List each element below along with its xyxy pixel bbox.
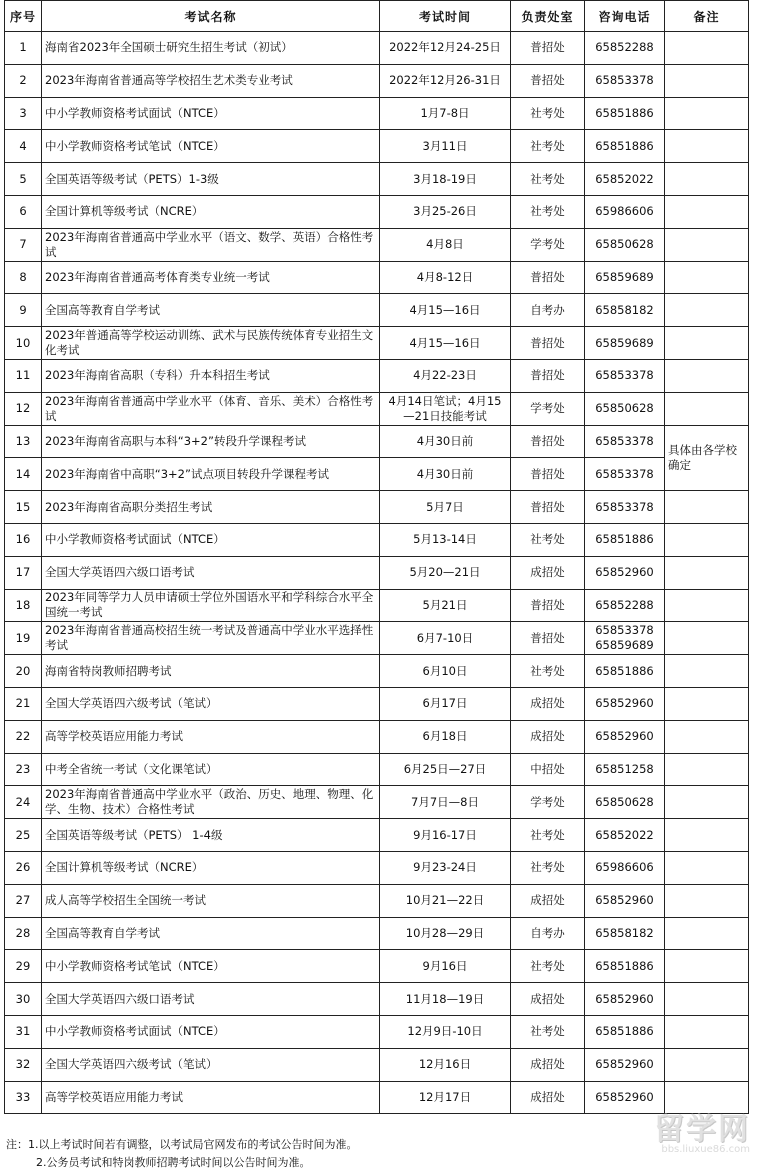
cell-no: 14 bbox=[5, 458, 42, 491]
header-row bbox=[5, 1, 749, 32]
cell-no: 25 bbox=[5, 819, 42, 852]
cell-note: 具体由各学校确定 bbox=[665, 425, 749, 491]
cell-exam-name: 2023年海南省普通高考体育类专业统一考试 bbox=[42, 261, 380, 294]
cell-exam-time: 4月8日 bbox=[380, 228, 511, 261]
cell-exam-name: 2023年海南省普通高中学业水平（语文、数学、英语）合格性考试 bbox=[42, 228, 380, 261]
cell-exam-name: 全国大学英语四六级考试（笔试） bbox=[42, 687, 380, 720]
cell-office: 社考处 bbox=[511, 655, 585, 688]
cell-exam-name: 2023年同等学力人员申请硕士学位外国语水平和学科综合水平全国统一考试 bbox=[42, 589, 380, 622]
cell-phone: 65858182 bbox=[585, 294, 665, 327]
cell-phone: 65853378 bbox=[585, 359, 665, 392]
header-time: 考试时间 bbox=[380, 1, 511, 32]
cell-no: 30 bbox=[5, 983, 42, 1016]
cell-phone: 65851886 bbox=[585, 950, 665, 983]
cell-no: 3 bbox=[5, 97, 42, 130]
header-office: 负责处室 bbox=[511, 1, 585, 32]
cell-phone: 65852960 bbox=[585, 1048, 665, 1081]
cell-phone: 65851886 bbox=[585, 130, 665, 163]
cell-exam-time: 9月16日 bbox=[380, 950, 511, 983]
cell-office: 中招处 bbox=[511, 753, 585, 786]
cell-exam-name: 2023年海南省普通高中学业水平（政治、历史、地理、物理、化学、生物、技术）合格性考试 bbox=[42, 786, 380, 819]
cell-no: 33 bbox=[5, 1081, 42, 1114]
cell-exam-name: 全国计算机等级考试（NCRE） bbox=[42, 851, 380, 884]
table-row bbox=[5, 753, 749, 786]
table-row bbox=[5, 261, 749, 294]
table-row bbox=[5, 917, 749, 950]
cell-office: 成招处 bbox=[511, 1081, 585, 1114]
cell-note bbox=[665, 1081, 749, 1114]
cell-exam-name: 中小学教师资格考试面试（NTCE） bbox=[42, 1015, 380, 1048]
cell-note bbox=[665, 294, 749, 327]
cell-note bbox=[665, 655, 749, 688]
cell-exam-time: 4月30日前 bbox=[380, 425, 511, 458]
cell-exam-time: 4月15—16日 bbox=[380, 327, 511, 360]
table-row bbox=[5, 1048, 749, 1081]
cell-phone: 65852960 bbox=[585, 1081, 665, 1114]
cell-note bbox=[665, 589, 749, 622]
footnote-1: 注：1.以上考试时间若有调整，以考试局官网发布的考试公告时间为准。 bbox=[6, 1138, 358, 1151]
cell-note bbox=[665, 851, 749, 884]
cell-exam-name: 海南省特岗教师招聘考试 bbox=[42, 655, 380, 688]
cell-office: 自考办 bbox=[511, 294, 585, 327]
table-row bbox=[5, 622, 749, 655]
cell-exam-time: 12月17日 bbox=[380, 1081, 511, 1114]
cell-office: 成招处 bbox=[511, 556, 585, 589]
cell-exam-name: 高等学校英语应用能力考试 bbox=[42, 1081, 380, 1114]
cell-phone: 65852960 bbox=[585, 687, 665, 720]
cell-office: 普招处 bbox=[511, 327, 585, 360]
cell-exam-time: 5月7日 bbox=[380, 491, 511, 524]
cell-phone: 65852960 bbox=[585, 556, 665, 589]
cell-no: 18 bbox=[5, 589, 42, 622]
cell-no: 29 bbox=[5, 950, 42, 983]
cell-exam-time: 12月9日-10日 bbox=[380, 1015, 511, 1048]
cell-no: 15 bbox=[5, 491, 42, 524]
cell-exam-name: 全国大学英语四六级考试（笔试） bbox=[42, 1048, 380, 1081]
cell-office: 成招处 bbox=[511, 687, 585, 720]
cell-note bbox=[665, 327, 749, 360]
cell-no: 8 bbox=[5, 261, 42, 294]
cell-exam-time: 5月21日 bbox=[380, 589, 511, 622]
cell-note bbox=[665, 32, 749, 65]
table-row bbox=[5, 491, 749, 524]
cell-phone: 65850628 bbox=[585, 392, 665, 425]
cell-exam-time: 10月21—22日 bbox=[380, 884, 511, 917]
cell-office: 成招处 bbox=[511, 983, 585, 1016]
cell-no: 20 bbox=[5, 655, 42, 688]
table-row bbox=[5, 228, 749, 261]
cell-phone: 65851886 bbox=[585, 523, 665, 556]
table-row bbox=[5, 32, 749, 65]
header-no: 序号 bbox=[5, 1, 42, 32]
cell-phone: 65859689 bbox=[585, 327, 665, 360]
cell-no: 21 bbox=[5, 687, 42, 720]
cell-exam-time: 2022年12月26-31日 bbox=[380, 64, 511, 97]
table-row bbox=[5, 458, 749, 491]
cell-no: 26 bbox=[5, 851, 42, 884]
table-row bbox=[5, 130, 749, 163]
cell-phone: 65853378 bbox=[585, 491, 665, 524]
cell-office: 普招处 bbox=[511, 491, 585, 524]
table-row bbox=[5, 294, 749, 327]
cell-no: 13 bbox=[5, 425, 42, 458]
cell-exam-time: 6月25日—27日 bbox=[380, 753, 511, 786]
cell-exam-time: 2022年12月24-25日 bbox=[380, 32, 511, 65]
cell-note bbox=[665, 523, 749, 556]
cell-note bbox=[665, 1048, 749, 1081]
cell-exam-name: 成人高等学校招生全国统一考试 bbox=[42, 884, 380, 917]
cell-exam-name: 全国高等教育自学考试 bbox=[42, 917, 380, 950]
cell-no: 4 bbox=[5, 130, 42, 163]
table-row bbox=[5, 425, 749, 458]
cell-exam-time: 3月11日 bbox=[380, 130, 511, 163]
cell-exam-name: 全国大学英语四六级口语考试 bbox=[42, 983, 380, 1016]
cell-exam-name: 海南省2023年全国硕士研究生招生考试（初试） bbox=[42, 32, 380, 65]
cell-office: 社考处 bbox=[511, 163, 585, 196]
cell-phone: 65851258 bbox=[585, 753, 665, 786]
cell-exam-time: 5月13-14日 bbox=[380, 523, 511, 556]
cell-office: 普招处 bbox=[511, 32, 585, 65]
cell-exam-time: 4月30日前 bbox=[380, 458, 511, 491]
cell-office: 社考处 bbox=[511, 1015, 585, 1048]
table-row bbox=[5, 195, 749, 228]
cell-no: 1 bbox=[5, 32, 42, 65]
table-row bbox=[5, 950, 749, 983]
cell-office: 成招处 bbox=[511, 1048, 585, 1081]
cell-phone: 65853378 65859689 bbox=[585, 622, 665, 655]
cell-no: 7 bbox=[5, 228, 42, 261]
cell-no: 28 bbox=[5, 917, 42, 950]
cell-exam-time: 7月7日—8日 bbox=[380, 786, 511, 819]
cell-note bbox=[665, 622, 749, 655]
cell-office: 普招处 bbox=[511, 64, 585, 97]
table-row bbox=[5, 1081, 749, 1114]
cell-exam-name: 全国计算机等级考试（NCRE） bbox=[42, 195, 380, 228]
cell-office: 学考处 bbox=[511, 228, 585, 261]
cell-no: 23 bbox=[5, 753, 42, 786]
table-row bbox=[5, 64, 749, 97]
exam-schedule-table bbox=[4, 0, 749, 1114]
table-body bbox=[5, 32, 749, 1114]
cell-phone: 65850628 bbox=[585, 228, 665, 261]
table-row bbox=[5, 851, 749, 884]
cell-office: 普招处 bbox=[511, 425, 585, 458]
footnote-2: 2.公务员考试和特岗教师招聘考试时间以公告时间为准。 bbox=[36, 1156, 311, 1169]
cell-exam-time: 11月18—19日 bbox=[380, 983, 511, 1016]
cell-exam-time: 4月8-12日 bbox=[380, 261, 511, 294]
cell-exam-time: 9月23-24日 bbox=[380, 851, 511, 884]
cell-exam-name: 中小学教师资格考试笔试（NTCE） bbox=[42, 130, 380, 163]
cell-no: 19 bbox=[5, 622, 42, 655]
cell-office: 普招处 bbox=[511, 261, 585, 294]
cell-office: 社考处 bbox=[511, 97, 585, 130]
header-phone: 咨询电话 bbox=[585, 1, 665, 32]
cell-office: 普招处 bbox=[511, 589, 585, 622]
cell-note bbox=[665, 1015, 749, 1048]
cell-note bbox=[665, 983, 749, 1016]
cell-note bbox=[665, 261, 749, 294]
cell-exam-name: 全国英语等级考试（PETS） 1-4级 bbox=[42, 819, 380, 852]
cell-exam-name: 2023年海南省中高职“3+2”试点项目转段升学课程考试 bbox=[42, 458, 380, 491]
table-row bbox=[5, 556, 749, 589]
cell-exam-name: 全国高等教育自学考试 bbox=[42, 294, 380, 327]
cell-exam-time: 4月22-23日 bbox=[380, 359, 511, 392]
cell-no: 12 bbox=[5, 392, 42, 425]
cell-note bbox=[665, 97, 749, 130]
cell-phone: 65852288 bbox=[585, 589, 665, 622]
cell-note bbox=[665, 556, 749, 589]
cell-note bbox=[665, 819, 749, 852]
cell-note bbox=[665, 392, 749, 425]
cell-phone: 65852022 bbox=[585, 163, 665, 196]
cell-no: 2 bbox=[5, 64, 42, 97]
cell-office: 成招处 bbox=[511, 884, 585, 917]
cell-phone: 65852022 bbox=[585, 819, 665, 852]
cell-phone: 65851886 bbox=[585, 97, 665, 130]
cell-no: 16 bbox=[5, 523, 42, 556]
table-row bbox=[5, 884, 749, 917]
cell-exam-time: 10月28—29日 bbox=[380, 917, 511, 950]
cell-phone: 65853378 bbox=[585, 458, 665, 491]
cell-exam-time: 6月10日 bbox=[380, 655, 511, 688]
cell-note bbox=[665, 195, 749, 228]
cell-office: 社考处 bbox=[511, 523, 585, 556]
cell-phone: 65851886 bbox=[585, 1015, 665, 1048]
table-row bbox=[5, 1015, 749, 1048]
cell-exam-name: 高等学校英语应用能力考试 bbox=[42, 720, 380, 753]
header-name: 考试名称 bbox=[42, 1, 380, 32]
table-row bbox=[5, 655, 749, 688]
cell-office: 学考处 bbox=[511, 786, 585, 819]
table-row bbox=[5, 327, 749, 360]
cell-exam-time: 1月7-8日 bbox=[380, 97, 511, 130]
cell-note bbox=[665, 950, 749, 983]
cell-no: 11 bbox=[5, 359, 42, 392]
cell-note bbox=[665, 753, 749, 786]
cell-note bbox=[665, 64, 749, 97]
cell-phone: 65852960 bbox=[585, 983, 665, 1016]
cell-note bbox=[665, 884, 749, 917]
cell-note bbox=[665, 359, 749, 392]
cell-phone: 65852288 bbox=[585, 32, 665, 65]
cell-note bbox=[665, 163, 749, 196]
cell-exam-name: 2023年海南省普通高等学校招生艺术类专业考试 bbox=[42, 64, 380, 97]
cell-exam-time: 6月17日 bbox=[380, 687, 511, 720]
table-row bbox=[5, 97, 749, 130]
cell-note bbox=[665, 720, 749, 753]
cell-note bbox=[665, 786, 749, 819]
cell-no: 9 bbox=[5, 294, 42, 327]
cell-exam-time: 6月7-10日 bbox=[380, 622, 511, 655]
cell-office: 普招处 bbox=[511, 458, 585, 491]
cell-note bbox=[665, 687, 749, 720]
cell-exam-name: 2023年普通高等学校运动训练、武术与民族传统体育专业招生文化考试 bbox=[42, 327, 380, 360]
cell-no: 22 bbox=[5, 720, 42, 753]
cell-note bbox=[665, 917, 749, 950]
table-row bbox=[5, 392, 749, 425]
cell-exam-name: 2023年海南省高职与本科“3+2”转段升学课程考试 bbox=[42, 425, 380, 458]
cell-office: 自考办 bbox=[511, 917, 585, 950]
cell-office: 成招处 bbox=[511, 720, 585, 753]
cell-exam-time: 4月14日笔试；4月15—21日技能考试 bbox=[380, 392, 511, 425]
cell-phone: 65986606 bbox=[585, 195, 665, 228]
cell-exam-time: 9月16-17日 bbox=[380, 819, 511, 852]
table-row bbox=[5, 786, 749, 819]
cell-exam-name: 中考全省统一考试（文化课笔试） bbox=[42, 753, 380, 786]
cell-exam-time: 5月20—21日 bbox=[380, 556, 511, 589]
cell-exam-name: 全国英语等级考试（PETS）1-3级 bbox=[42, 163, 380, 196]
cell-no: 24 bbox=[5, 786, 42, 819]
cell-phone: 65853378 bbox=[585, 64, 665, 97]
table-row bbox=[5, 359, 749, 392]
cell-phone: 65853378 bbox=[585, 425, 665, 458]
cell-office: 社考处 bbox=[511, 950, 585, 983]
cell-exam-time: 4月15—16日 bbox=[380, 294, 511, 327]
cell-phone: 65852960 bbox=[585, 720, 665, 753]
cell-exam-name: 2023年海南省高职分类招生考试 bbox=[42, 491, 380, 524]
cell-phone: 65859689 bbox=[585, 261, 665, 294]
cell-phone: 65851886 bbox=[585, 655, 665, 688]
cell-no: 10 bbox=[5, 327, 42, 360]
table-row bbox=[5, 819, 749, 852]
cell-exam-name: 2023年海南省普通高中学业水平（体育、音乐、美术）合格性考试 bbox=[42, 392, 380, 425]
cell-no: 6 bbox=[5, 195, 42, 228]
cell-office: 社考处 bbox=[511, 819, 585, 852]
watermark-url-text: bbs.liuxue86.com bbox=[661, 1144, 750, 1155]
watermark-main-text: 留学网 bbox=[654, 1112, 750, 1147]
table-row bbox=[5, 523, 749, 556]
cell-exam-time: 3月18-19日 bbox=[380, 163, 511, 196]
header-note: 备注 bbox=[665, 1, 749, 32]
cell-no: 32 bbox=[5, 1048, 42, 1081]
cell-phone: 65850628 bbox=[585, 786, 665, 819]
cell-note bbox=[665, 228, 749, 261]
footnotes bbox=[6, 1136, 358, 1172]
table-row bbox=[5, 589, 749, 622]
table-row bbox=[5, 163, 749, 196]
cell-phone: 65986606 bbox=[585, 851, 665, 884]
cell-exam-name: 中小学教师资格考试面试（NTCE） bbox=[42, 97, 380, 130]
table-row bbox=[5, 983, 749, 1016]
table-row bbox=[5, 687, 749, 720]
cell-no: 17 bbox=[5, 556, 42, 589]
cell-exam-name: 中小学教师资格考试面试（NTCE） bbox=[42, 523, 380, 556]
cell-note bbox=[665, 491, 749, 524]
cell-exam-name: 中小学教师资格考试笔试（NTCE） bbox=[42, 950, 380, 983]
table-row bbox=[5, 720, 749, 753]
cell-no: 5 bbox=[5, 163, 42, 196]
cell-no: 27 bbox=[5, 884, 42, 917]
cell-office: 社考处 bbox=[511, 851, 585, 884]
cell-exam-time: 3月25-26日 bbox=[380, 195, 511, 228]
cell-exam-name: 2023年海南省高职（专科）升本科招生考试 bbox=[42, 359, 380, 392]
cell-office: 普招处 bbox=[511, 359, 585, 392]
cell-exam-name: 2023年海南省普通高校招生统一考试及普通高中学业水平选择性考试 bbox=[42, 622, 380, 655]
cell-phone: 65858182 bbox=[585, 917, 665, 950]
cell-exam-time: 6月18日 bbox=[380, 720, 511, 753]
cell-exam-name: 全国大学英语四六级口语考试 bbox=[42, 556, 380, 589]
cell-no: 31 bbox=[5, 1015, 42, 1048]
cell-office: 社考处 bbox=[511, 195, 585, 228]
cell-note bbox=[665, 130, 749, 163]
cell-office: 社考处 bbox=[511, 130, 585, 163]
cell-exam-time: 12月16日 bbox=[380, 1048, 511, 1081]
cell-office: 学考处 bbox=[511, 392, 585, 425]
cell-office: 普招处 bbox=[511, 622, 585, 655]
cell-phone: 65852960 bbox=[585, 884, 665, 917]
